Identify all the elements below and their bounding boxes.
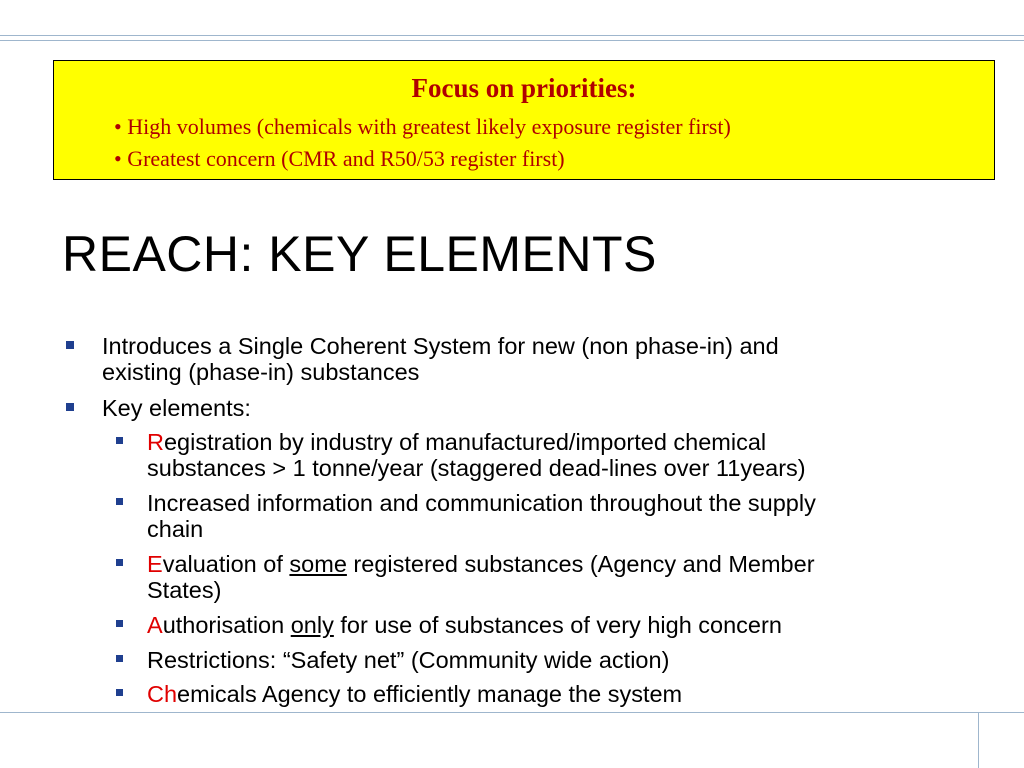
subbullet-restrictions [147, 647, 977, 673]
emphasis-letter: R [147, 429, 164, 455]
bullet-square-icon [66, 403, 74, 411]
top-rule [0, 35, 1024, 36]
bullet-text-line: Introduces a Single Coherent System for new (non phase-in) and [102, 333, 779, 359]
subbullet-information [147, 490, 977, 542]
subbullet-authorisation [147, 612, 977, 638]
bullet-square-icon [116, 559, 123, 566]
priorities-callout [53, 60, 995, 180]
bullet-square-icon [116, 437, 123, 444]
corner-rule [978, 712, 979, 768]
bullet-square-icon [66, 341, 74, 349]
bullet-text-line: States) [147, 577, 222, 603]
underlined-word: some [289, 551, 347, 577]
subbullet-registration [147, 429, 977, 481]
subbullet-evaluation [147, 551, 977, 603]
bullet-text: for use of substances of very high concern [333, 612, 782, 638]
slide-title: REACH: KEY ELEMENTS [62, 226, 657, 282]
bullet-square-icon [116, 655, 123, 662]
emphasis-letter: A [147, 612, 163, 638]
callout-line-high-volumes: • High volumes (chemicals with greatest likely exposure register first) [114, 114, 731, 139]
subbullet-chemicals-agency [147, 681, 977, 707]
bullet-text: uthorisation [162, 612, 291, 638]
bullet-text: egistration by industry of manufactured/imported chemical [163, 429, 767, 455]
bullet-text-line: Restrictions: “Safety net” (Community wide action) [147, 647, 670, 673]
bullet-single-coherent-system [102, 333, 982, 385]
bullet-text-line: existing (phase-in) substances [102, 359, 420, 385]
bullet-square-icon [116, 498, 123, 505]
bullet-text-line: Key elements: [102, 395, 251, 421]
underlined-word: only [290, 612, 334, 638]
bullet-text-line: chain [147, 516, 204, 542]
bullet-text-line: substances > 1 tonne/year (staggered dead-lines over 11years) [147, 455, 806, 481]
top-rule-secondary [0, 40, 1024, 41]
bullet-square-icon [116, 689, 123, 696]
bottom-rule [0, 712, 1024, 713]
callout-title: Focus on priorities: [411, 73, 637, 103]
callout-line-greatest-concern: • Greatest concern (CMR and R50/53 register first) [114, 146, 565, 171]
bullet-text: valuation of [162, 551, 290, 577]
bullet-text: emicals Agency to efficiently manage the system [177, 681, 683, 707]
bullet-square-icon [116, 620, 123, 627]
bullet-text-line: Increased information and communication throughout the supply [147, 490, 816, 516]
emphasis-letter: Ch [147, 681, 178, 707]
bullet-text: registered substances (Agency and Member [346, 551, 815, 577]
bullet-key-elements [102, 395, 982, 421]
emphasis-letter: E [147, 551, 163, 577]
